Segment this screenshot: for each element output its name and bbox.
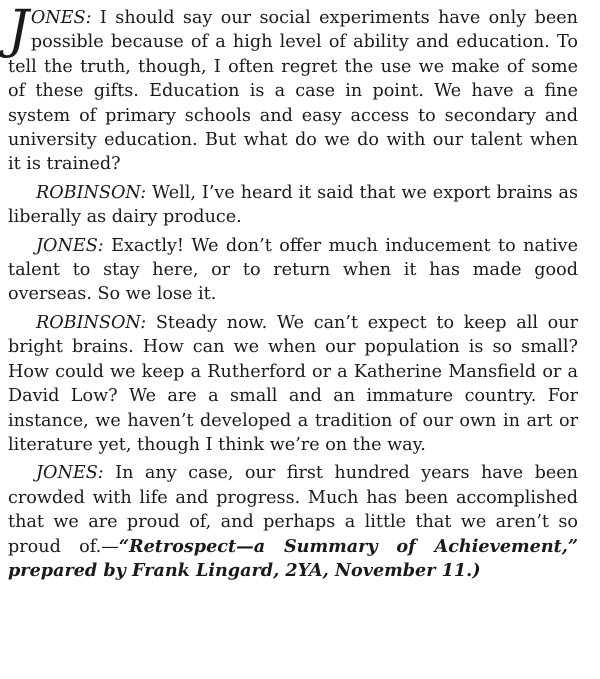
- paragraph-1: [8, 0, 578, 177]
- paragraph-4: [8, 311, 578, 457]
- article-body: [8, 0, 578, 587]
- speaker-robinson: ROBINSON:: [36, 312, 147, 333]
- paragraph-5: [8, 461, 578, 583]
- paragraph-text: In any case, our first hundred years have been crowded with life and progress. Much has been accomplished that we are proud of, and perhaps a little that we aren’t so proud of.—: [8, 463, 578, 557]
- paragraph-3: [8, 234, 578, 307]
- speaker-jones: JONES:: [36, 235, 104, 256]
- paragraph-text: Well, I’ve heard it said that we export brains as liberally as dairy produce.: [8, 182, 578, 228]
- speaker-jones: ONES:: [30, 8, 92, 28]
- speaker-jones: JONES:: [36, 463, 104, 484]
- source-credit: “Retrospect—a Summary of Achievement,” prepared by Frank Lingard, 2YA, November 11.): [8, 535, 578, 581]
- paragraph-text: I should say our social experiments have only been possible because of a high level of ability and education. To tell the truth, though, I often regret the use we make of some of these gifts. Education is a case in point. We have a fine system of primary schools and easy access to secondary and university education. But what do we do with our talent when it is trained?: [8, 8, 578, 175]
- paragraph-2: [8, 181, 578, 230]
- speaker-robinson: ROBINSON:: [36, 182, 147, 203]
- drop-cap: J: [8, 0, 29, 60]
- paragraph-text: Steady now. We can’t expect to keep all our bright brains. How can we when our population is so small? How could we keep a Rutherford or a Katherine Mansfield or a David Low? We are a small and an immature country. For instance, we haven’t developed a tradition of our own in art or literature yet, though I think we’re on the way.: [8, 312, 578, 455]
- paragraph-text: Exactly! We don’t offer much inducement to native talent to stay here, or to return when it has made good overseas. So we lose it.: [8, 235, 578, 305]
